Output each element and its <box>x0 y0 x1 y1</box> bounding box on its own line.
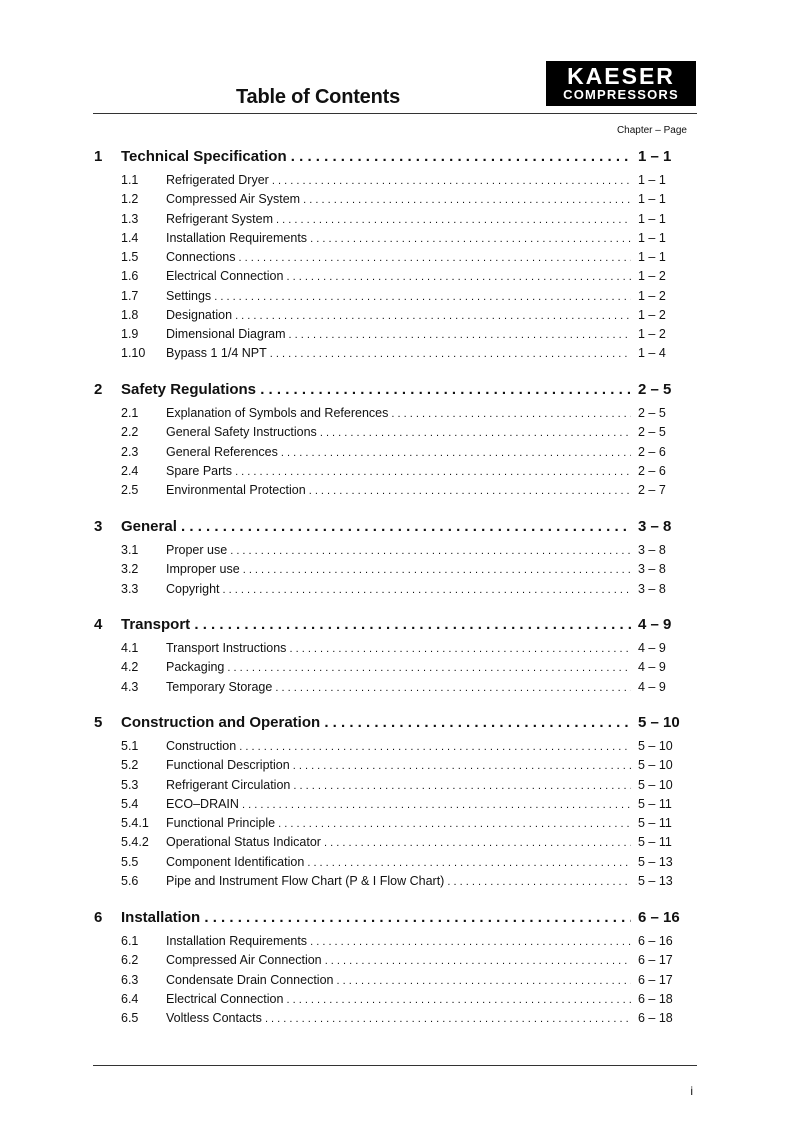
section-number: 2.1 <box>121 406 139 420</box>
section-title: Construction . . . <box>166 739 631 753</box>
section-title: Electrical Connection . . . <box>166 269 631 283</box>
page-title: Table of Contents <box>236 86 401 108</box>
section-title: Functional Principle . . . <box>166 816 631 830</box>
section-title: Refrigerant Circulation . . . <box>166 778 631 792</box>
section-page: 5 – 13 <box>638 854 673 869</box>
section-title: Spare Parts . . . <box>166 464 631 478</box>
chapter-number: 5 <box>94 714 103 731</box>
section-number: 1.10 <box>121 346 146 361</box>
section-title: Dimensional Diagram . . . <box>166 327 631 341</box>
chapter-title: Construction and Operation . . . <box>121 714 631 731</box>
section-number: 6.5 <box>121 1011 139 1025</box>
section-page: 1 – 2 <box>638 307 666 322</box>
section-page: 1 – 1 <box>638 250 666 264</box>
chapter-title: General . . . <box>121 518 631 535</box>
column-heading: Chapter – Page <box>616 125 687 136</box>
section-page: 1 – 1 <box>638 192 666 207</box>
section-number: 4.2 <box>121 660 139 675</box>
section-number: 2.3 <box>121 444 139 459</box>
section-number: 3.1 <box>121 543 139 557</box>
section-number: 4.3 <box>121 679 139 694</box>
section-page: 6 – 18 <box>638 1011 673 1025</box>
section-number: 5.4.2 <box>121 835 149 850</box>
section-page: 5 – 10 <box>638 739 673 753</box>
section-number: 1.7 <box>121 288 139 303</box>
chapter-title: Safety Regulations . . . <box>121 381 631 398</box>
section-title: Improper use . . . <box>166 562 631 576</box>
section-page: 5 – 11 <box>638 835 672 850</box>
section-page: 3 – 8 <box>638 562 666 577</box>
section-page: 6 – 17 <box>638 972 673 987</box>
chapter-title: Technical Specification . . . <box>121 148 631 165</box>
section-title: Refrigerant System . . . <box>166 212 631 226</box>
section-page: 4 – 9 <box>638 679 666 694</box>
page-number: i <box>690 1084 693 1098</box>
section-number: 6.1 <box>121 934 139 948</box>
chapter-title: Transport . . . <box>121 616 631 633</box>
section-number: 2.4 <box>121 463 139 478</box>
section-title: Voltless Contacts . . . <box>166 1011 631 1025</box>
section-title: General References . . . <box>166 445 631 459</box>
section-number: 1.5 <box>121 250 139 264</box>
section-page: 1 – 1 <box>638 211 666 226</box>
section-title: Bypass 1 1/4 NPT . . . <box>166 346 631 360</box>
section-title: Transport Instructions . . . <box>166 641 631 655</box>
section-title: Pipe and Instrument Flow Chart (P & I Flow Chart) . . . <box>166 874 631 888</box>
section-number: 1.3 <box>121 211 139 226</box>
section-title: Electrical Connection . . . <box>166 992 631 1006</box>
chapter-page: 6 – 16 <box>638 909 680 926</box>
chapter-title: Installation . . . <box>121 909 631 926</box>
section-page: 3 – 8 <box>638 543 666 557</box>
section-number: 2.2 <box>121 425 139 440</box>
section-number: 1.1 <box>121 173 139 187</box>
section-title: Settings . . . <box>166 289 631 303</box>
chapter-page: 2 – 5 <box>638 381 672 398</box>
chapter-page: 3 – 8 <box>638 518 672 535</box>
chapter-number: 6 <box>94 909 103 926</box>
section-number: 3.3 <box>121 581 139 596</box>
section-number: 6.2 <box>121 953 139 968</box>
section-page: 4 – 9 <box>638 641 666 655</box>
section-title: Packaging . . . <box>166 660 631 674</box>
section-number: 4.1 <box>121 641 139 655</box>
section-title: Temporary Storage . . . <box>166 680 631 694</box>
section-number: 1.2 <box>121 192 139 207</box>
section-number: 5.6 <box>121 873 139 888</box>
section-number: 5.4 <box>121 796 139 811</box>
section-page: 5 – 10 <box>638 758 673 773</box>
section-number: 6.4 <box>121 991 139 1006</box>
section-number: 1.8 <box>121 307 139 322</box>
section-page: 2 – 6 <box>638 463 666 478</box>
section-page: 6 – 17 <box>638 953 673 968</box>
footer-rule <box>93 1065 697 1066</box>
chapter-number: 3 <box>94 518 103 535</box>
section-page: 5 – 10 <box>638 777 673 792</box>
section-page: 1 – 4 <box>638 346 666 361</box>
section-page: 4 – 9 <box>638 660 666 675</box>
chapter-number: 4 <box>94 616 103 633</box>
section-title: Refrigerated Dryer . . . <box>166 173 631 187</box>
section-page: 2 – 7 <box>638 483 666 497</box>
section-page: 1 – 1 <box>638 230 666 245</box>
section-title: Operational Status Indicator . . . <box>166 835 631 849</box>
section-page: 2 – 6 <box>638 444 666 459</box>
header-rule <box>93 113 697 114</box>
section-title: Installation Requirements . . . <box>166 934 631 948</box>
chapter-number: 1 <box>94 148 103 165</box>
section-number: 1.9 <box>121 327 139 341</box>
logo-sub-text: COMPRESSORS <box>563 87 679 102</box>
section-title: Component Identification . . . <box>166 855 631 869</box>
section-title: Designation . . . <box>166 308 631 322</box>
chapter-page: 1 – 1 <box>638 148 672 165</box>
section-title: ECO–DRAIN . . . <box>166 797 631 811</box>
section-page: 5 – 11 <box>638 816 672 830</box>
kaeser-logo <box>546 61 696 106</box>
section-number: 5.3 <box>121 777 139 792</box>
section-title: Connections . . . <box>166 250 631 264</box>
section-number: 1.6 <box>121 269 139 284</box>
chapter-number: 2 <box>94 381 103 398</box>
section-title: Functional Description . . . <box>166 758 631 772</box>
chapter-page: 5 – 10 <box>638 714 680 731</box>
chapter-page: 4 – 9 <box>638 616 672 633</box>
section-title: Explanation of Symbols and References . . . <box>166 406 631 420</box>
section-title: Environmental Protection . . . <box>166 483 631 497</box>
section-page: 6 – 16 <box>638 934 673 948</box>
section-number: 3.2 <box>121 562 139 577</box>
section-title: Copyright . . . <box>166 582 631 596</box>
section-number: 5.4.1 <box>121 816 149 830</box>
section-page: 1 – 2 <box>638 269 666 284</box>
section-page: 1 – 2 <box>638 288 666 303</box>
section-title: Condensate Drain Connection . . . <box>166 973 631 987</box>
section-page: 2 – 5 <box>638 425 666 440</box>
section-number: 5.5 <box>121 854 139 869</box>
section-page: 2 – 5 <box>638 406 666 420</box>
section-page: 6 – 18 <box>638 991 673 1006</box>
section-page: 1 – 1 <box>638 173 666 187</box>
logo-brand-text: KAESER <box>567 63 675 89</box>
section-title: Proper use . . . <box>166 543 631 557</box>
section-title: General Safety Instructions . . . <box>166 425 631 439</box>
section-title: Installation Requirements . . . <box>166 231 631 245</box>
section-number: 5.1 <box>121 739 139 753</box>
section-number: 2.5 <box>121 483 139 497</box>
section-page: 3 – 8 <box>638 581 666 596</box>
section-number: 1.4 <box>121 230 139 245</box>
section-page: 5 – 11 <box>638 796 672 811</box>
section-title: Compressed Air System . . . <box>166 192 631 206</box>
section-number: 6.3 <box>121 972 139 987</box>
section-title: Compressed Air Connection . . . <box>166 953 631 967</box>
section-page: 5 – 13 <box>638 873 673 888</box>
section-number: 5.2 <box>121 758 139 773</box>
section-page: 1 – 2 <box>638 327 666 341</box>
